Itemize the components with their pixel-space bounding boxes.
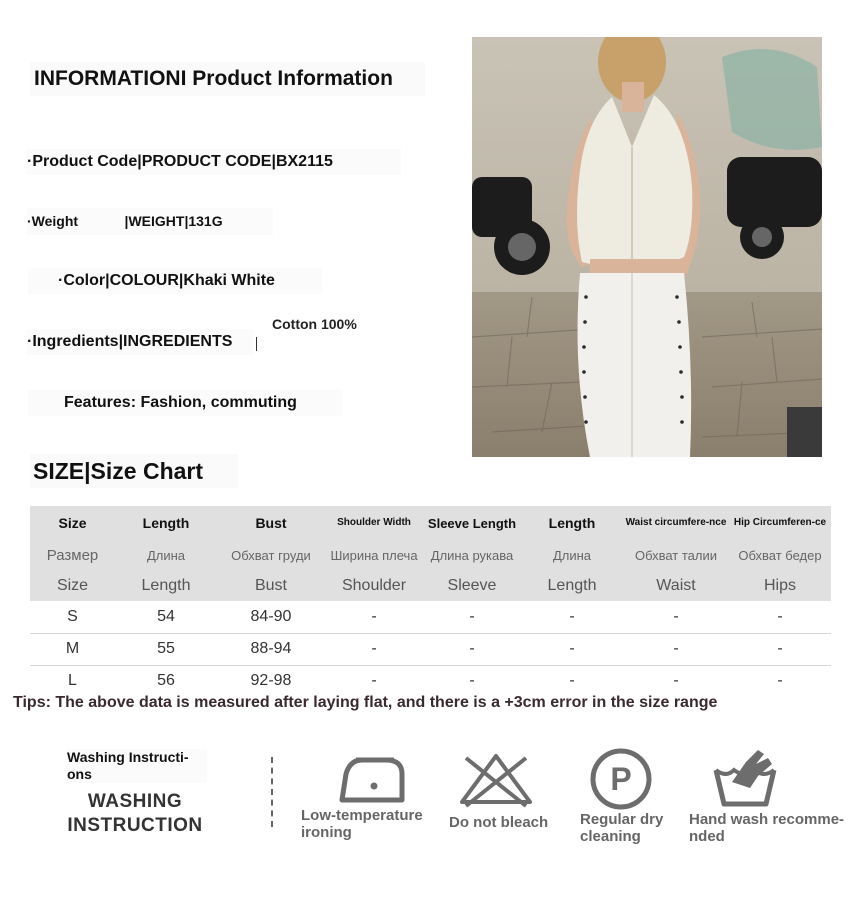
product-code-line: ·Product Code|PRODUCT CODE|BX2115 [27, 149, 401, 175]
header-row-en [30, 506, 831, 540]
table-cell: - [623, 633, 729, 665]
header-cell: Обхват груди [217, 540, 325, 570]
table-cell: 92-98 [250, 672, 292, 690]
header-cell: Length [521, 506, 623, 540]
table-cell: - [521, 601, 623, 633]
table-cell: - [569, 672, 575, 690]
iron-icon [336, 752, 408, 811]
table-cell: M [30, 633, 115, 665]
header-cell: Bust [217, 570, 325, 601]
header-cell: Длина [521, 540, 623, 570]
dry-clean-label-line1: Regular dry [580, 811, 664, 828]
header-cell: Shoulder [325, 570, 423, 601]
header-cell: Waist circumfere-nce [623, 506, 729, 540]
size-chart-table [30, 506, 831, 697]
header-cell: Length [115, 506, 217, 540]
header-cell: Length [115, 570, 217, 601]
table-cell: - [521, 633, 623, 665]
no-bleach-label: Do not bleach [449, 814, 549, 831]
header-cell: Length [521, 570, 623, 601]
washing-big-title-line2: INSTRUCTION [67, 815, 203, 836]
header-cell: Длина [115, 540, 217, 570]
header-cell: Обхват талии [623, 540, 729, 570]
hand-wash-icon [712, 746, 778, 813]
table-cell: - [729, 601, 831, 633]
weight-row [27, 208, 273, 235]
header-cell: Shoulder Width [325, 506, 423, 540]
table-row [30, 601, 831, 633]
header-row-short [30, 570, 831, 601]
size-tips: Tips: The above data is measured after laying flat, and there is a +3cm error in the size range [13, 694, 718, 711]
header-cell: Размер [30, 540, 115, 570]
table-cell: - [777, 672, 783, 690]
ingredients-separator [256, 337, 257, 351]
iron-label-line1: Low-temperature [301, 807, 423, 824]
product-info-title: INFORMATIONI Product Information [30, 62, 425, 96]
hand-wash-label-line2: nded [689, 828, 725, 845]
header-cell: Bust [217, 506, 325, 540]
dry-clean-label-line2: cleaning [580, 828, 641, 845]
table-cell: - [469, 672, 475, 690]
weight-label: ·Weight [27, 213, 79, 229]
header-cell: Size [30, 570, 115, 601]
dry-clean-label [580, 811, 663, 845]
iron-label [301, 807, 423, 841]
table-cell: - [729, 633, 831, 665]
table-row [30, 665, 831, 697]
washing-big-title [60, 790, 210, 838]
header-cell: Sleeve Length [423, 506, 521, 540]
washing-divider [271, 757, 273, 827]
table-cell: 56 [157, 672, 175, 690]
product-photo [472, 37, 822, 457]
table-cell: 88-94 [217, 633, 325, 665]
weight-value: |WEIGHT|131G [124, 213, 223, 229]
table-cell: - [423, 601, 521, 633]
table-cell: - [371, 672, 377, 690]
table-cell: S [30, 601, 115, 633]
hand-wash-label [689, 811, 844, 845]
no-bleach-icon [456, 750, 536, 813]
table-cell: - [423, 633, 521, 665]
header-cell: Длина рукава [423, 540, 521, 570]
table-cell: 55 [115, 633, 217, 665]
hand-wash-label-line1: Hand wash recomme- [689, 811, 845, 828]
header-cell: Hips [729, 570, 831, 601]
header-cell: Size [30, 506, 115, 540]
features-line: Features: Fashion, commuting [28, 390, 342, 416]
table-cell: L [68, 672, 77, 690]
table-cell: 84-90 [217, 601, 325, 633]
table-cell: - [673, 672, 679, 690]
header-cell: Ширина плеча [325, 540, 423, 570]
table-cell: - [325, 633, 423, 665]
header-cell: Hip Circumferen-ce [729, 506, 831, 540]
table-cell: - [623, 601, 729, 633]
table-cell: 54 [115, 601, 217, 633]
header-row-ru [30, 540, 831, 570]
washing-small-title: Washing Instructi-ons [67, 749, 207, 783]
header-cell: Обхват бедер [729, 540, 831, 570]
header-cell: Sleeve [423, 570, 521, 601]
table-cell: - [325, 601, 423, 633]
product-photo-illustration [472, 37, 822, 457]
ingredients-value: Cotton 100% [272, 316, 357, 332]
size-chart-title: SIZE|Size Chart [30, 454, 238, 488]
washing-big-title-line1: WASHING [87, 791, 183, 812]
dry-clean-letter: P [610, 761, 632, 797]
table-row [30, 633, 831, 665]
iron-label-line2: ironing [301, 824, 352, 841]
color-line: ·Color|COLOUR|Khaki White [28, 268, 322, 294]
header-cell: Waist [623, 570, 729, 601]
ingredients-line: ·Ingredients|INGREDIENTS [27, 329, 253, 355]
